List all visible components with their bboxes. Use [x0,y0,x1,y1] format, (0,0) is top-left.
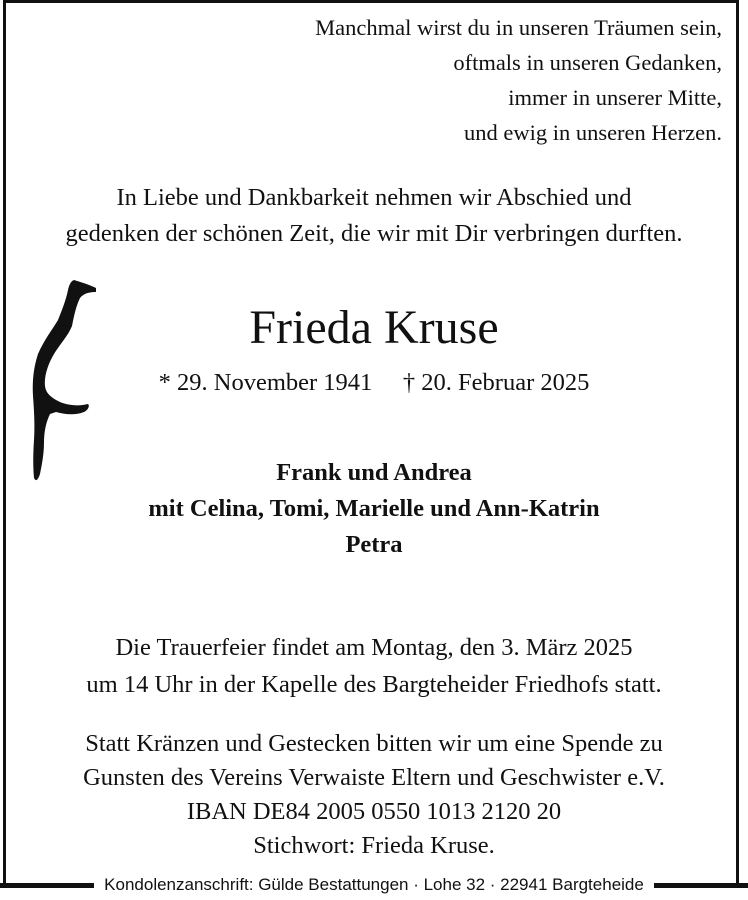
birth-date: * 29. November 1941 [158,369,373,396]
donation-line: Statt Kränzen und Gestecken bitten wir um eine Spende zu [85,730,663,757]
poem-line: oftmals in unseren Gedanken, [453,50,722,75]
condolence-address: Kondolenzanschrift: Gülde Bestattungen · Lohe 32 · 22941 Bargteheide [104,875,644,894]
poem-line: immer in unserer Mitte, [508,85,722,110]
deceased-name: Frieda Kruse [249,301,499,354]
footer-rule-right [654,883,748,888]
ceremony-line: um 14 Uhr in der Kapelle des Bargteheider Friedhofs statt. [86,671,662,698]
intro-line: gedenken der schönen Zeit, die wir mit Dir verbringen durften. [65,220,683,247]
keyword-line: Stichwort: Frieda Kruse. [253,832,495,859]
iban-line: IBAN DE84 2005 0550 1013 2120 20 [186,798,562,825]
poem [315,10,722,150]
family-line: Frank und Andrea [276,459,472,486]
life-dates [0,366,748,400]
death-date: † 20. Februar 2025 [402,369,590,396]
donation-info [0,727,748,863]
family-line: mit Celina, Tomi, Marielle und Ann-Katrin [148,495,600,522]
intro-text [0,180,748,252]
ceremony-line: Die Trauerfeier findet am Montag, den 3. März 2025 [115,634,633,661]
poem-line: Manchmal wirst du in unseren Träumen sein, [315,15,722,40]
intro-line: In Liebe und Dankbarkeit nehmen wir Abschied und [116,184,632,211]
donation-line: Gunsten des Vereins Verwaiste Eltern und Geschwister e.V. [83,764,665,791]
ceremony-info [0,629,748,703]
footer [0,872,748,898]
poem-line: und ewig in unseren Herzen. [463,120,722,145]
footer-rule-left [0,883,94,888]
family-names [0,455,748,563]
family-line: Petra [345,531,403,558]
